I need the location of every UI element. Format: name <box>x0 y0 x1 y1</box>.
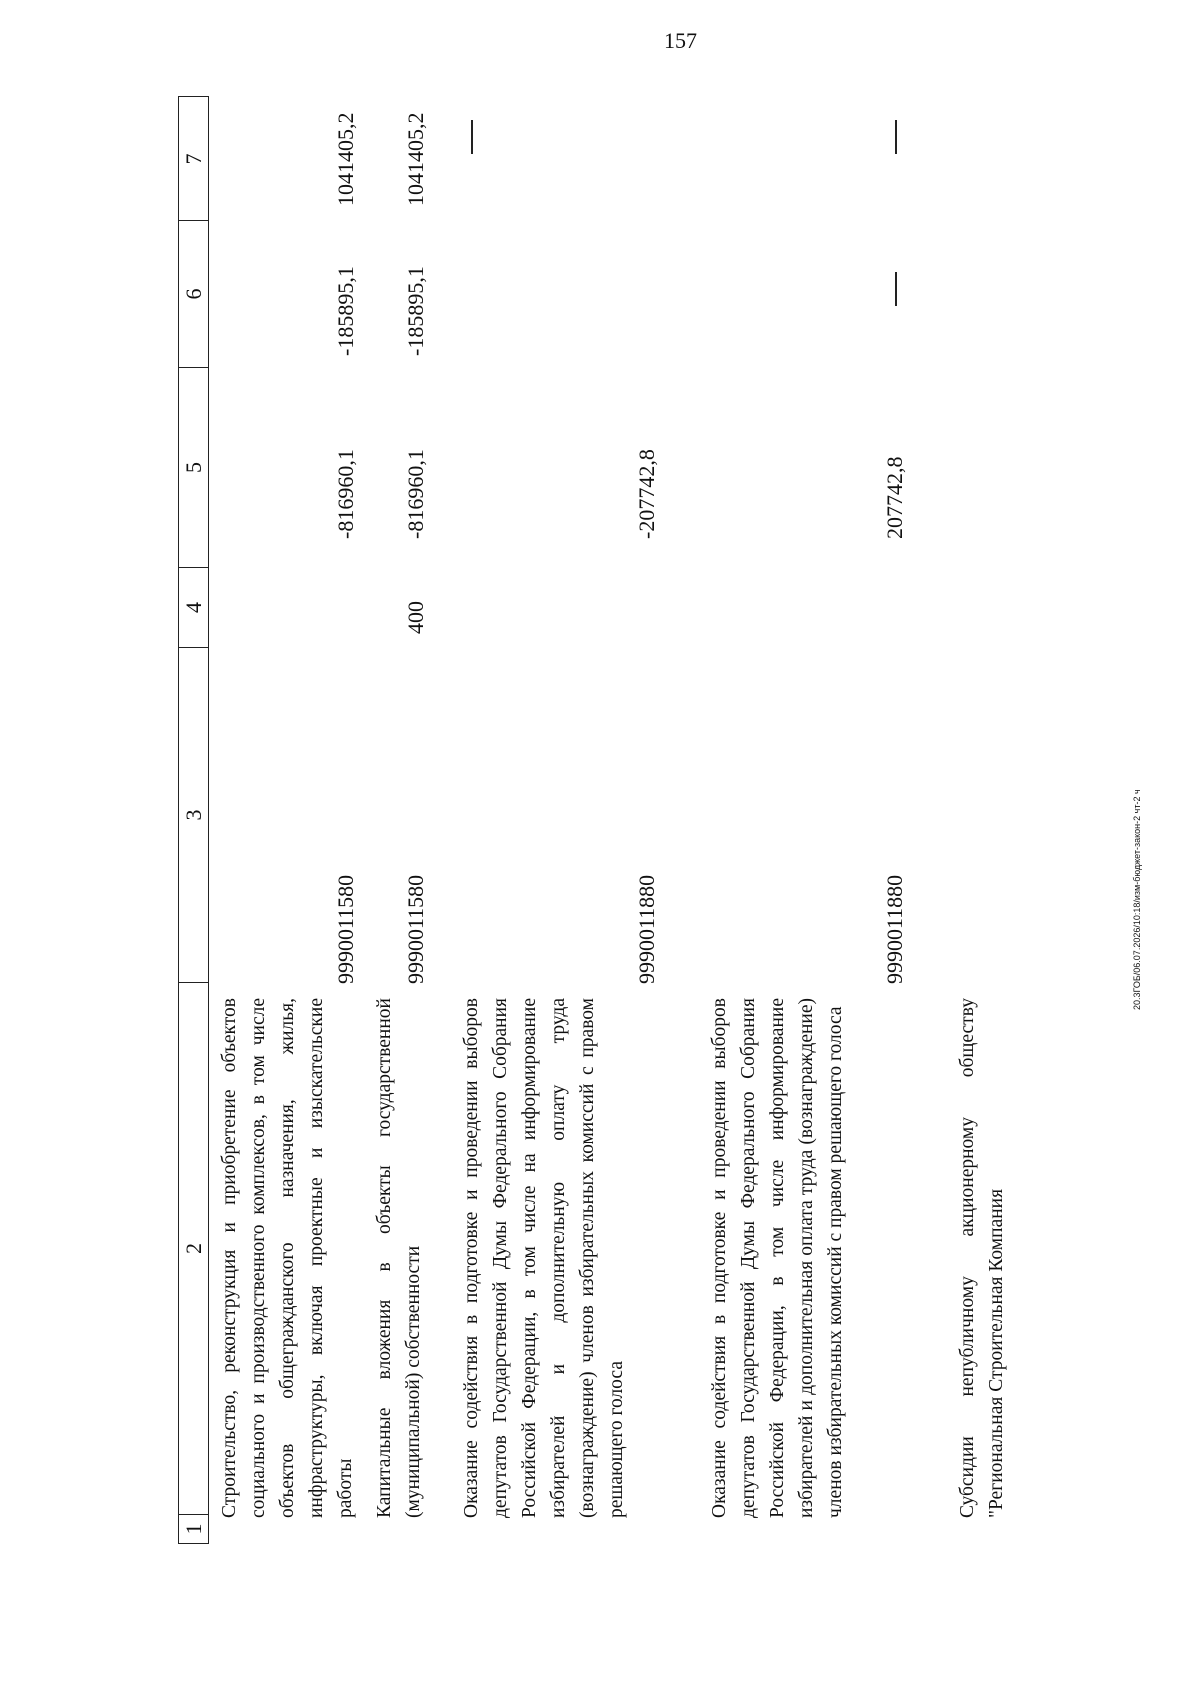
row-col6-dash <box>895 272 897 306</box>
table-row <box>953 96 1013 1544</box>
header-col-4: 4 <box>179 568 208 648</box>
row-col7: 1041405,2 <box>403 112 428 206</box>
row-col5: 207742,8 <box>882 456 907 539</box>
header-col-7: 7 <box>179 98 208 221</box>
row-description: Оказание содействия в подготовке и проведении выборов депутатов Государственной Думы Федерального Собрания Российской Федерации, в том числе на информирование избирателей и дополнительную оплату труда (вознаграждение) членов избирательных комиссий с правом решающего голоса <box>461 998 627 1518</box>
footer-code <box>1131 110 1143 1010</box>
row-description: Оказание содействия в подготовке и проведении выборов депутатов Государственной Думы Федерального Собрания Российской Федерации, в том числе информирование избирателей и дополнительная оплата труда (вознаграждение) членов избирательных комиссий с правом решающего голоса <box>709 998 846 1518</box>
table-row <box>457 96 667 1544</box>
row-col5: -207742,8 <box>634 449 659 539</box>
row-code: 9990011580 <box>403 874 428 984</box>
row-description: Субсидии непубличному акционерному обществу "Региональная Строительная Компания <box>957 998 1007 1518</box>
page-number: 157 <box>664 28 697 53</box>
row-col5: -816960,1 <box>333 449 358 539</box>
row-col7-dash <box>471 120 473 154</box>
table-header-row <box>178 96 209 1544</box>
header-col-3: 3 <box>179 648 208 983</box>
row-col6: -185895,1 <box>333 266 358 356</box>
row-col5: -816960,1 <box>403 449 428 539</box>
row-code: 9990011880 <box>634 874 659 984</box>
row-description: Строительство, реконструкция и приобретение объектов социального и производственного комплексов, в том числе объектов общегражданского назначения, жилья, инфраструктуры, включая проектные и изыскательские работы <box>219 998 356 1518</box>
row-code: 9990011880 <box>882 874 907 984</box>
row-type: 400 <box>403 601 428 634</box>
header-col-2: 2 <box>179 983 208 1515</box>
row-code: 9990011580 <box>333 874 358 984</box>
budget-table <box>178 96 1028 1544</box>
header-col-5: 5 <box>179 368 208 568</box>
row-col7-dash <box>895 120 897 154</box>
table-row <box>215 96 365 1544</box>
row-col7: 1041405,2 <box>333 112 358 206</box>
table-row <box>370 96 442 1544</box>
header-col-6: 6 <box>179 221 208 368</box>
footer-code-text: 20.3ГОБ/06.07.2026/10:18/изм-бюджет-закон-2 чт-2 ч <box>1132 789 1142 1010</box>
header-col-1: 1 <box>181 1523 206 1535</box>
table-row <box>705 96 915 1544</box>
row-description: Капитальные вложения в объекты государственной (муниципальной) собственности <box>374 998 424 1518</box>
row-col6: -185895,1 <box>403 266 428 356</box>
